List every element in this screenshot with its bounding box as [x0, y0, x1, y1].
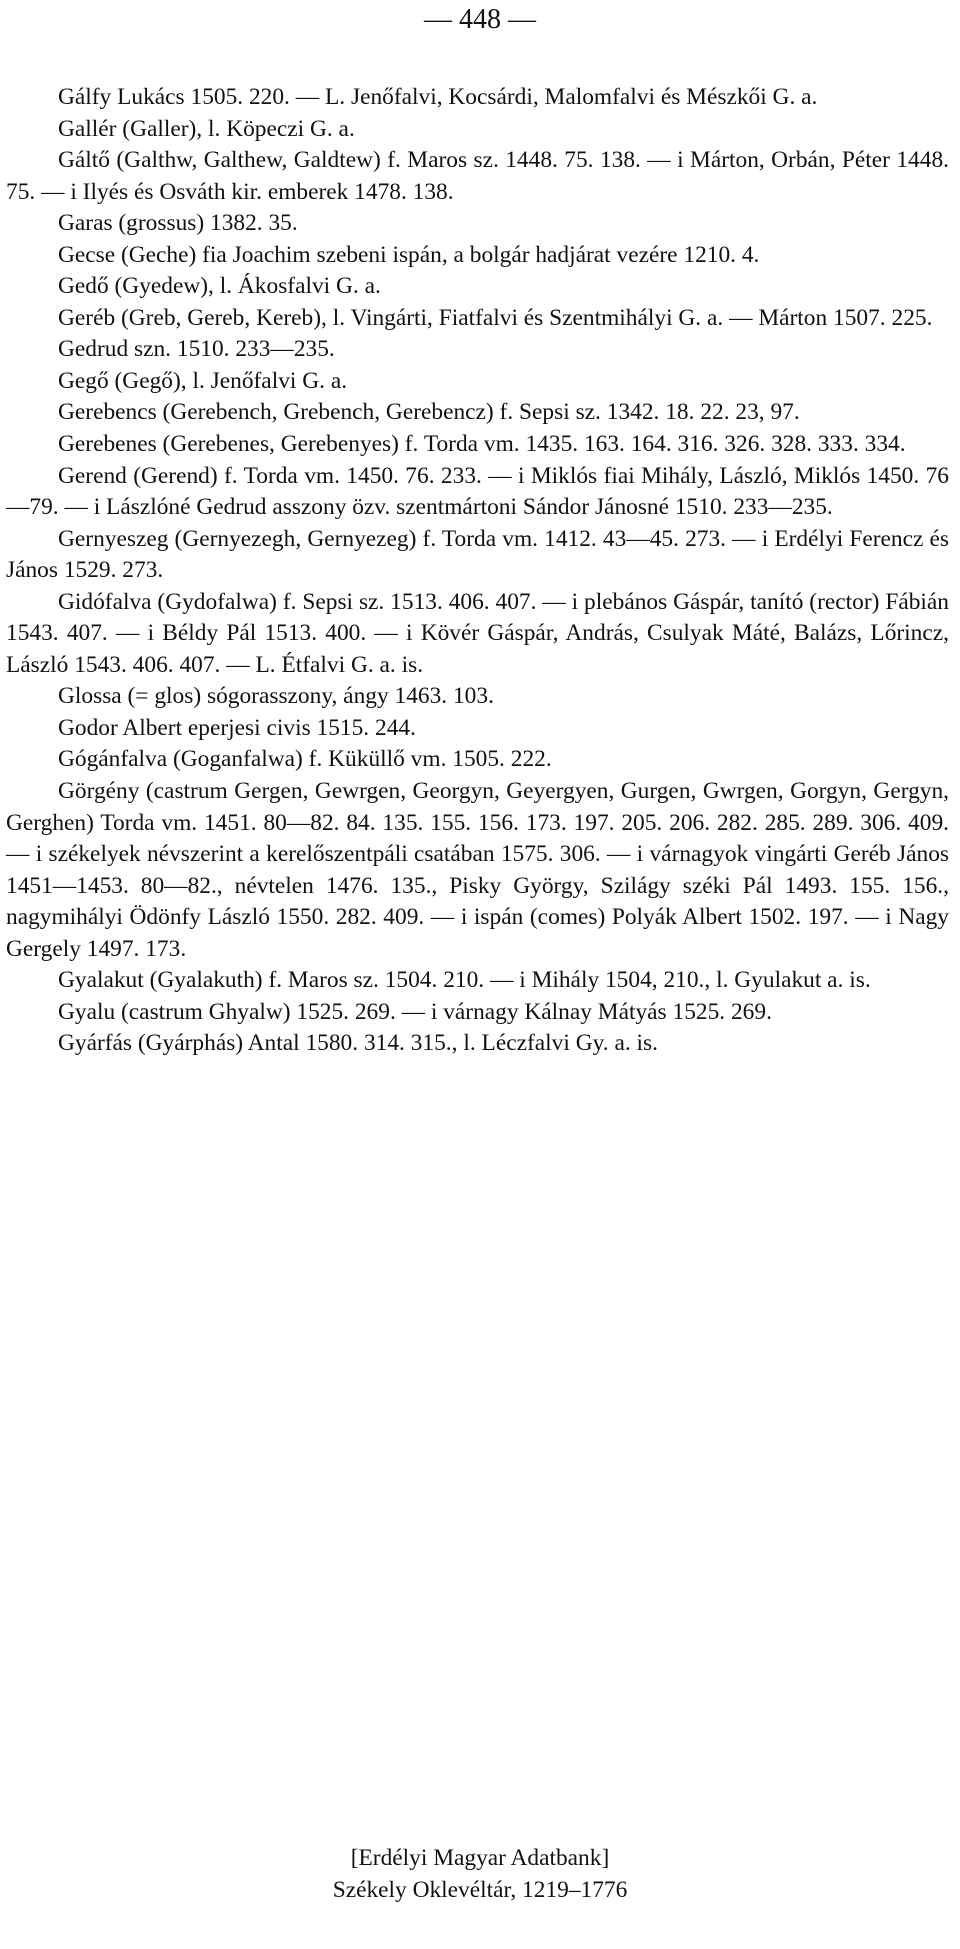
index-entry: Geréb (Greb, Gereb, Kereb), l. Vingárti, Fiatfalvi és Szentmihályi G. a. — Márton 1507. 225. — [58, 304, 933, 331]
index-entry: Garas (grossus) 1382. 35. — [58, 210, 298, 237]
index-entries — [6, 82, 949, 1060]
index-entry: Gáltő (Galthw, Galthew, Galdtew) f. Maros sz. 1448. 75. 138. — i Márton, Orbán, Péter 1448. 75. — i Ilyés és Osváth kir. emberek 1478. 138. — [6, 147, 949, 205]
index-entry: Gidófalva (Gydofalwa) f. Sepsi sz. 1513. 406. 407. — i plebános Gáspár, tanító (rector) Fábián 1543. 407. — i Béldy Pál 1513. 400. — i Kövér Gáspár, András, Csulyak Máté, Balázs, Lőrincz, László 1543. 406. 407. — L. Étfalvi G. a. is. — [6, 588, 949, 678]
index-entry: Gecse (Geche) fia Joachim szebeni ispán, a bolgár hadjárat vezére 1210. 4. — [58, 241, 760, 268]
index-entry: Gedő (Gyedew), l. Ákosfalvi G. a. — [58, 273, 381, 300]
index-entry: Gallér (Galler), l. Köpeczi G. a. — [58, 115, 355, 142]
index-entry: Gyalu (castrum Ghyalw) 1525. 269. — i várnagy Kálnay Mátyás 1525. 269. — [58, 998, 772, 1025]
index-entry: Glossa (= glos) sógorasszony, ángy 1463. 103. — [58, 683, 494, 710]
index-entry: Gyárfás (Gyárphás) Antal 1580. 314. 315., l. Léczfalvi Gy. a. is. — [58, 1030, 658, 1057]
index-entry: Gerebenes (Gerebenes, Gerebenyes) f. Torda vm. 1435. 163. 164. 316. 326. 328. 333. 334. — [58, 431, 906, 458]
index-entry: Gerebencs (Gerebench, Grebench, Gerebencz) f. Sepsi sz. 1342. 18. 22. 23, 97. — [58, 399, 800, 426]
page-footer — [0, 1842, 960, 1906]
index-entry: Gógánfalva (Goganfalwa) f. Küküllő vm. 1505. 222. — [58, 746, 552, 773]
index-entry: Gernyeszeg (Gernyezegh, Gernyezeg) f. Torda vm. 1412. 43—45. 273. — i Erdélyi Ferencz és János 1529. 273. — [6, 525, 949, 584]
footer-title: Székely Oklevéltár, 1219–1776 — [332, 1877, 628, 1903]
index-entry: Gerend (Gerend) f. Torda vm. 1450. 76. 233. — i Miklós fiai Mihály, László, Miklós 1450. 76—79. — i Lászlóné Gedrud asszony özv. szentmártoni Sándor Jánosné 1510. 233—235. — [6, 462, 949, 521]
index-entry: Gálfy Lukács 1505. 220. — L. Jenőfalvi, Kocsárdi, Malomfalvi és Mészkői G. a. — [58, 84, 818, 110]
page-number: — 448 — — [424, 4, 536, 35]
index-entry: Godor Albert eperjesi civis 1515. 244. — [58, 714, 416, 741]
index-entry: Gegő (Gegő), l. Jenőfalvi G. a. — [58, 367, 348, 394]
index-entry: Gedrud szn. 1510. 233—235. — [58, 336, 335, 363]
index-entry: Görgény (castrum Gergen, Gewrgen, Georgyn, Geyergyen, Gurgen, Gwrgen, Gorgyn, Gergyn, Gerghen) Torda vm. 1451. 80—82. 84. 135. 155. 156. 173. 197. 205. 206. 282. 285. 289. 306. 409. — i székelyek névszerint a kerelőszentpáli csatában 1575. 306. — i várnagyok vingárti Geréb János 1451—1453. 80—82., névtelen 1476. 135., Pisky György, Szilágy széki Pál 1493. 155. 156., nagymihályi Ödönfy László 1550. 282. 409. — i ispán (comes) Polyák Albert 1502. 197. — i Nagy Gergely 1497. 173. — [6, 778, 949, 962]
footer-source: [Erdélyi Magyar Adatbank] — [350, 1845, 610, 1871]
index-entry: Gyalakut (Gyalakuth) f. Maros sz. 1504. 210. — i Mihály 1504, 210., l. Gyulakut a. is. — [58, 967, 871, 994]
